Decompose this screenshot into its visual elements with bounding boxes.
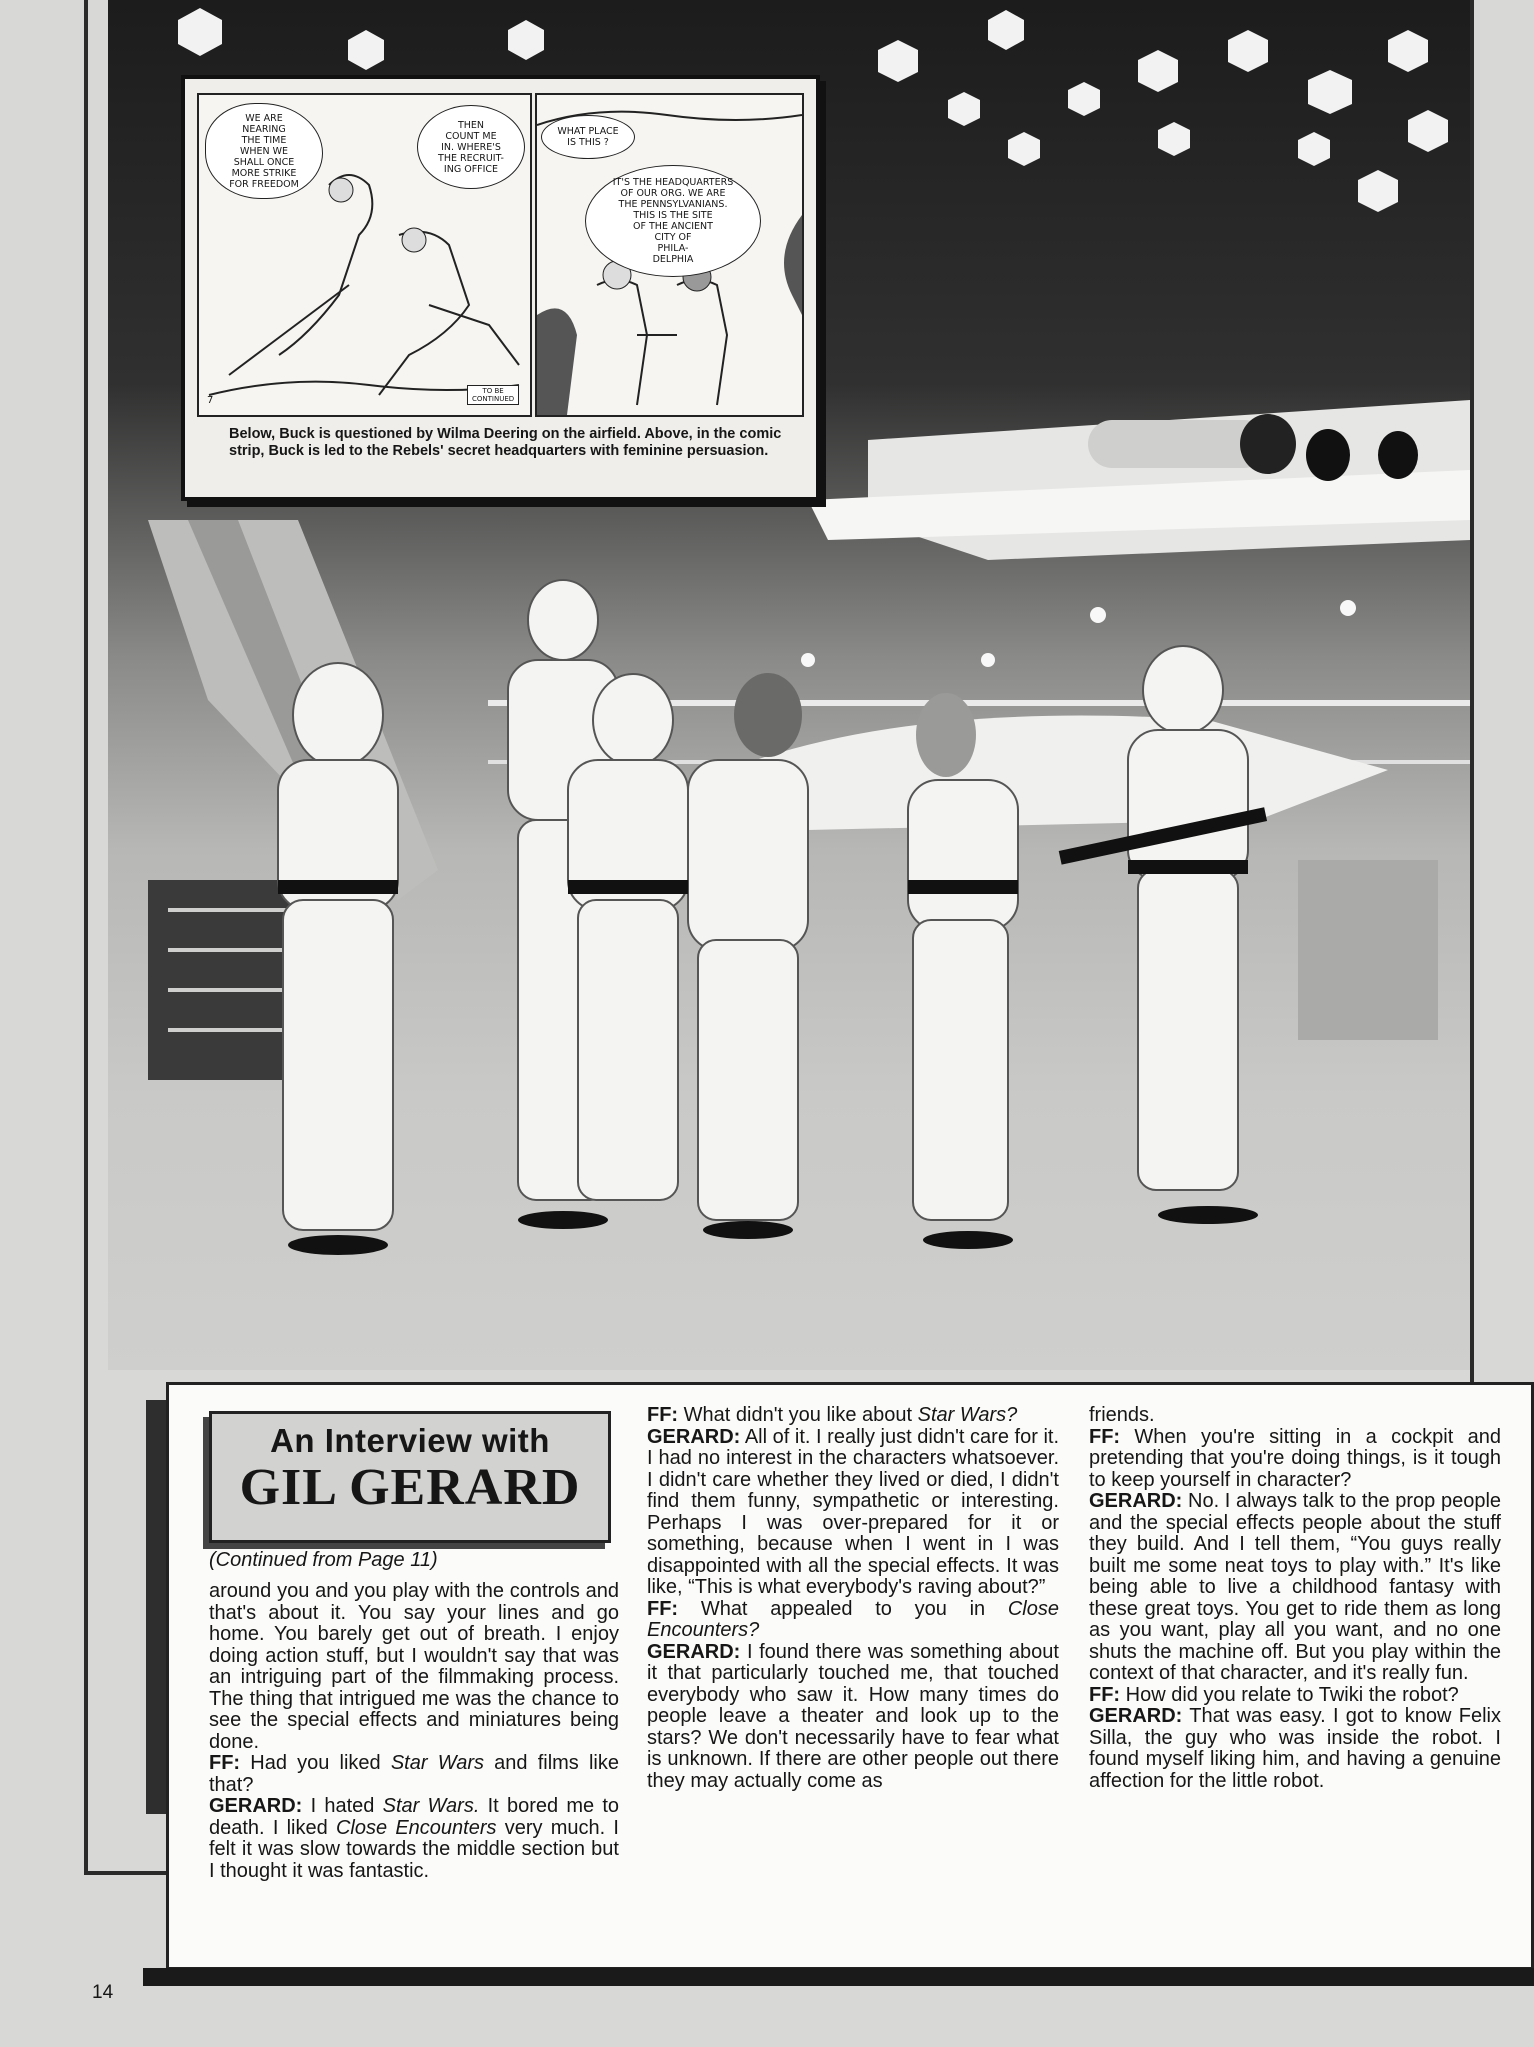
page-frame-left [84, 0, 88, 1875]
paragraph: around you and you play with the controls and that's about it. You say your lines and go home. You barely get out of breath. I enjoy doing action stuff, but I wouldn't say that was an intriguing part of the filmmaking process. The thing that intrigued me was the chance to see the special effects and miniatures being done. [209, 1580, 619, 1753]
speaker-label: GERARD: [1089, 1490, 1183, 1512]
answer: GERARD: No. I always talk to the prop people and the special effects people about the stuff they build. And I tell them, “You guys really built me some neat toys to play with.” It's like being able to live a childhood fantasy with these great toys. You get to ride them as long as you want, play all you want, and no one shuts the machine off. But you play within the context of that character, and it's really fun. [1089, 1490, 1502, 1684]
question: FF: When you're sitting in a cockpit and pretending that you're doing things, is it tough to keep yourself in character? [1089, 1425, 1501, 1491]
speaker-label: FF: [1089, 1425, 1121, 1448]
speaker-label: GERARD: [209, 1795, 303, 1817]
comic-panel-2 [535, 93, 804, 417]
paragraph: friends. [1089, 1404, 1155, 1426]
speaker-label: FF: [647, 1404, 679, 1426]
speaker-label: GERARD: [647, 1425, 741, 1448]
answer: GERARD: I hated Star Wars. It bored me to death. I liked Close Encounters very much. I felt it was slow towards the middle section but I thought it was fantastic. [209, 1795, 620, 1882]
panel-number: 7 [207, 395, 214, 406]
speech-balloon-headquarters: IT'S THE HEADQUARTERS OF OUR ORG. WE ARE THE PENNSYLVANIANS. THIS IS THE SITE OF THE ANCIENT CITY OF PHILA- DELPHIA [585, 165, 761, 277]
question: FF: How did you relate to Twiki the robot? [1089, 1683, 1459, 1706]
answer: GERARD: I found there was something about it that particularly touched me, that touched everybody who saw it. How many times do people leave a theater and look up to the stars? We don't necessarily have to fear what is unknown. If there are other people out there they may actually come as [647, 1640, 1059, 1792]
speaker-label: FF: [647, 1597, 679, 1620]
speech-balloon-freedom: WE ARE NEARING THE TIME WHEN WE SHALL ONCE MORE STRIKE FOR FREEDOM [205, 103, 323, 199]
answer: GERARD: All of it. I really just didn't care for it. I had no interest in the characters whatsoever. I didn't care whether they lived or died, I didn't find them funny, sympathetic or interesting. Perhaps I was over-prepared for it or something, because when I went in I was disappointed with all the special effects. It was like, “This is what everybody's raving about?” [647, 1425, 1060, 1598]
speaker-label: FF: [1089, 1683, 1121, 1706]
comic-panel-1 [197, 93, 532, 417]
question: FF: What didn't you like about Star Wars? [647, 1404, 1018, 1426]
comic-caption: Below, Buck is questioned by Wilma Deering on the airfield. Above, in the comic strip, Buck is led to the Rebels' secret headquarters with feminine persuasion. [229, 426, 782, 459]
question: FF: Had you liked Star Wars and films like that? [209, 1752, 619, 1796]
question: FF: What appealed to you in Close Encounters? [647, 1597, 1059, 1641]
article-column-2 [647, 1405, 1059, 1792]
page-number: 14 [92, 1982, 114, 2003]
speaker-label: GERARD: [1089, 1705, 1183, 1727]
speaker-label: GERARD: [647, 1640, 741, 1663]
page-frame-bottom [84, 1871, 179, 1875]
article-title-name: GIL GERARD [239, 1459, 581, 1516]
article-bottom-bar [143, 1968, 1534, 1986]
page-frame-right [1470, 0, 1474, 1385]
article-column-3 [1089, 1405, 1501, 1792]
article-title-box [209, 1411, 611, 1543]
speech-balloon-what-place: WHAT PLACE IS THIS ? [541, 115, 635, 159]
answer: GERARD: That was easy. I got to know Felix Silla, the guy who was inside the robot. I found myself liking him, and having a genuine affection for the little robot. [1089, 1705, 1501, 1792]
speaker-label: FF: [209, 1752, 241, 1774]
continued-from-note: (Continued from Page 11) [209, 1549, 438, 1571]
interview-article [166, 1382, 1534, 1970]
article-column-1 [209, 1581, 619, 1882]
speech-balloon-recruiting: THEN COUNT ME IN. WHERE'S THE RECRUIT- ING OFFICE [417, 105, 525, 189]
comic-strip-inset [181, 75, 820, 501]
article-title-line1: An Interview with [270, 1422, 550, 1459]
to-be-continued-label: TO BE CONTINUED [467, 385, 519, 405]
